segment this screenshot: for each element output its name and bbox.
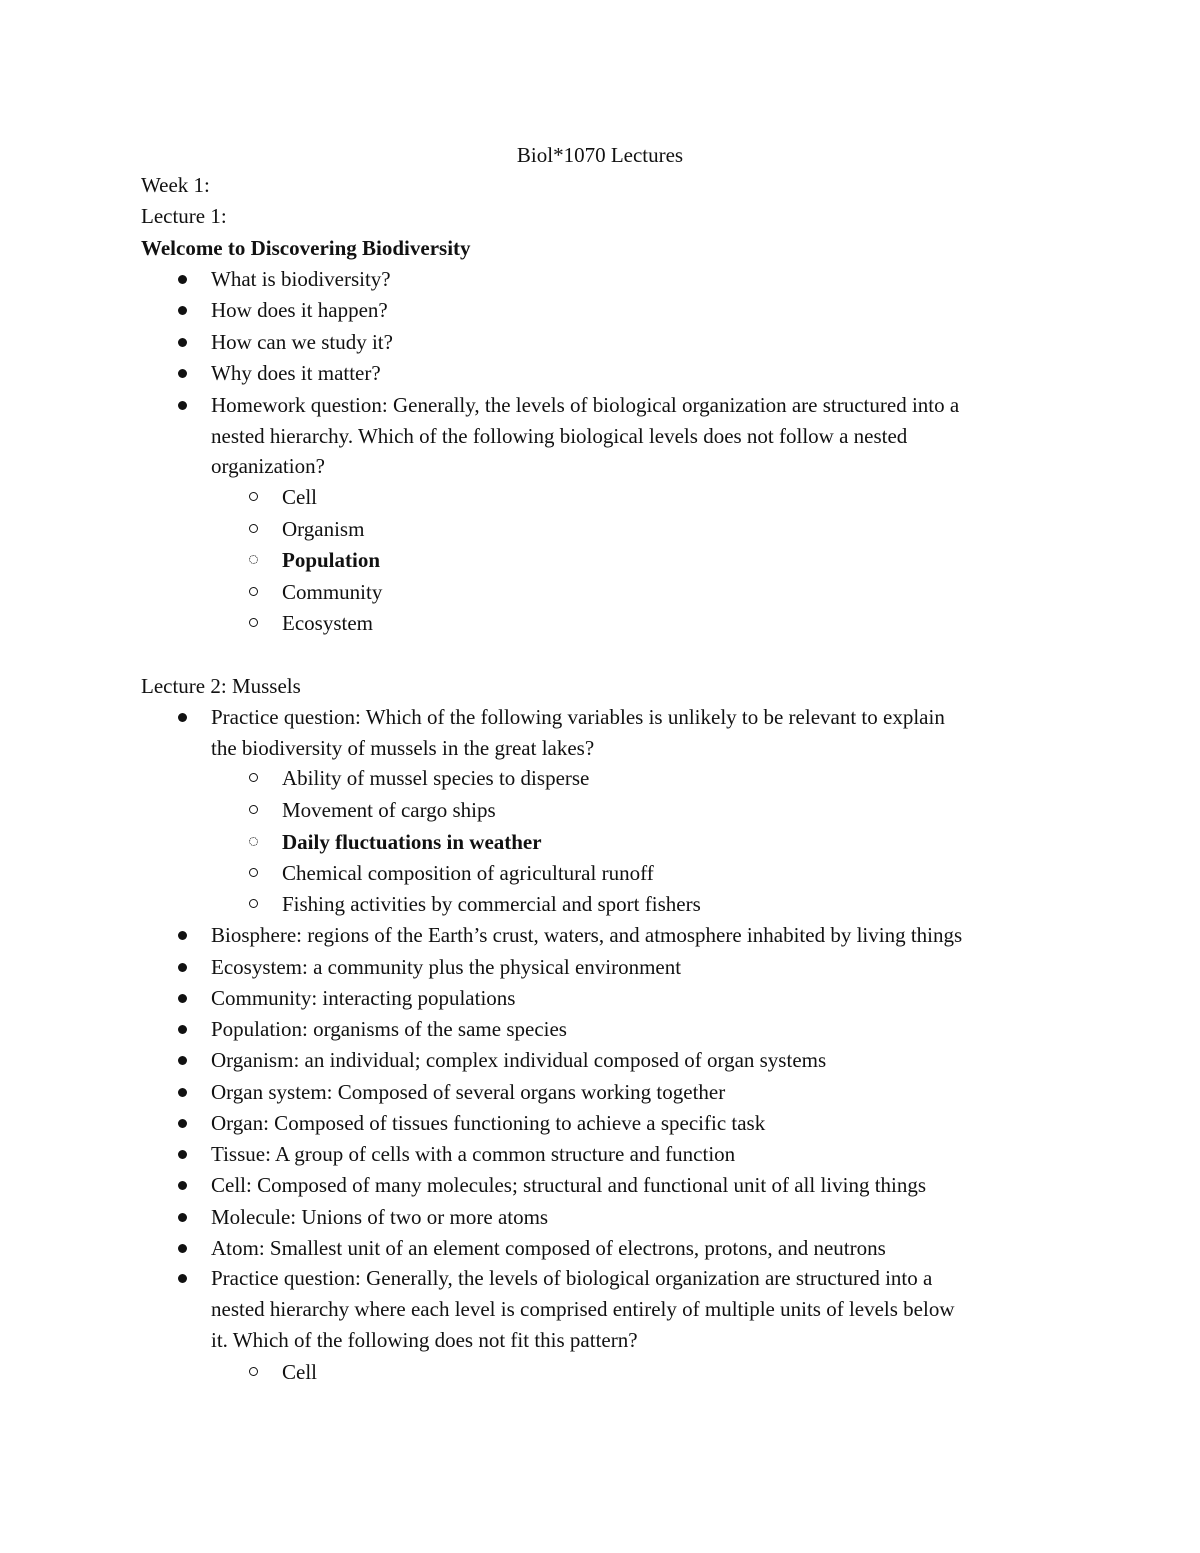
list-item: Organ: Composed of tissues functioning to achieve a specific task bbox=[211, 1111, 766, 1135]
bullet-icon bbox=[178, 1274, 187, 1283]
answer-option-correct: Population bbox=[282, 548, 381, 572]
bullet-icon bbox=[178, 1150, 187, 1159]
week-heading: Week 1: bbox=[141, 173, 210, 197]
answer-option: Organism bbox=[282, 517, 365, 541]
practice-question-line: the biodiversity of mussels in the great lakes? bbox=[211, 736, 595, 760]
bullet-icon bbox=[178, 1025, 187, 1034]
list-item: Tissue: A group of cells with a common structure and function bbox=[211, 1142, 736, 1166]
answer-option: Ability of mussel species to disperse bbox=[282, 766, 590, 790]
lecture-1-subheading: Welcome to Discovering Biodiversity bbox=[141, 236, 471, 260]
circle-bullet-icon bbox=[249, 868, 258, 877]
list-item: Organ system: Composed of several organs working together bbox=[211, 1080, 726, 1104]
bullet-icon bbox=[178, 306, 187, 315]
homework-question-line: organization? bbox=[211, 454, 325, 478]
practice-question-line: Practice question: Which of the following variables is unlikely to be relevant to explain bbox=[211, 705, 945, 729]
circle-bullet-icon bbox=[249, 587, 258, 596]
bullet-icon bbox=[178, 1088, 187, 1097]
bullet-icon bbox=[178, 1244, 187, 1253]
bullet-icon bbox=[178, 401, 187, 410]
circle-bullet-icon bbox=[249, 899, 258, 908]
answer-option: Chemical composition of agricultural runoff bbox=[282, 861, 654, 885]
lecture-1-heading: Lecture 1: bbox=[141, 204, 227, 228]
practice-question-line: Practice question: Generally, the levels of biological organization are structured into a bbox=[211, 1266, 933, 1290]
bullet-icon bbox=[178, 369, 187, 378]
list-item: What is biodiversity? bbox=[211, 267, 391, 291]
homework-question-line: Homework question: Generally, the levels of biological organization are structured into a bbox=[211, 393, 960, 417]
list-item: How does it happen? bbox=[211, 298, 388, 322]
circle-bullet-icon bbox=[249, 1367, 258, 1376]
list-item: Atom: Smallest unit of an element composed of electrons, protons, and neutrons bbox=[211, 1236, 886, 1260]
list-item: Population: organisms of the same species bbox=[211, 1017, 567, 1041]
bullet-icon bbox=[178, 1213, 187, 1222]
circle-bullet-icon bbox=[249, 773, 258, 782]
answer-option: Movement of cargo ships bbox=[282, 798, 496, 822]
bullet-icon bbox=[178, 713, 187, 722]
bullet-icon bbox=[178, 1119, 187, 1128]
list-item: Biosphere: regions of the Earth’s crust, waters, and atmosphere inhabited by living things bbox=[211, 923, 963, 947]
homework-question-line: nested hierarchy. Which of the following biological levels does not follow a nested bbox=[211, 424, 908, 448]
answer-option: Cell bbox=[282, 1360, 317, 1384]
list-item: Why does it matter? bbox=[211, 361, 381, 385]
practice-question-line: nested hierarchy where each level is comprised entirely of multiple units of levels below bbox=[211, 1297, 955, 1321]
answer-option-correct: Daily fluctuations in weather bbox=[282, 830, 542, 854]
circle-bullet-icon bbox=[249, 492, 258, 501]
list-item: Organism: an individual; complex individual composed of organ systems bbox=[211, 1048, 827, 1072]
practice-question-line: it. Which of the following does not fit this pattern? bbox=[211, 1328, 638, 1352]
circle-bullet-icon bbox=[249, 805, 258, 814]
bullet-icon bbox=[178, 963, 187, 972]
circle-bullet-icon bbox=[249, 524, 258, 533]
answer-option: Community bbox=[282, 580, 383, 604]
bullet-icon bbox=[178, 994, 187, 1003]
answer-option: Fishing activities by commercial and sport fishers bbox=[282, 892, 701, 916]
bullet-icon bbox=[178, 275, 187, 284]
lecture-2-heading: Lecture 2: Mussels bbox=[141, 674, 301, 698]
document-title: Biol*1070 Lectures bbox=[516, 143, 684, 167]
bullet-icon bbox=[178, 338, 187, 347]
list-item: Cell: Composed of many molecules; structural and functional unit of all living things bbox=[211, 1173, 927, 1197]
list-item: Molecule: Unions of two or more atoms bbox=[211, 1205, 549, 1229]
answer-option: Cell bbox=[282, 485, 317, 509]
dotted-circle-bullet-icon bbox=[249, 837, 258, 846]
answer-option: Ecosystem bbox=[282, 611, 373, 635]
dotted-circle-bullet-icon bbox=[249, 555, 258, 564]
list-item: Community: interacting populations bbox=[211, 986, 516, 1010]
bullet-icon bbox=[178, 1181, 187, 1190]
list-item: Ecosystem: a community plus the physical environment bbox=[211, 955, 682, 979]
bullet-icon bbox=[178, 1056, 187, 1065]
bullet-icon bbox=[178, 931, 187, 940]
circle-bullet-icon bbox=[249, 618, 258, 627]
list-item: How can we study it? bbox=[211, 330, 393, 354]
